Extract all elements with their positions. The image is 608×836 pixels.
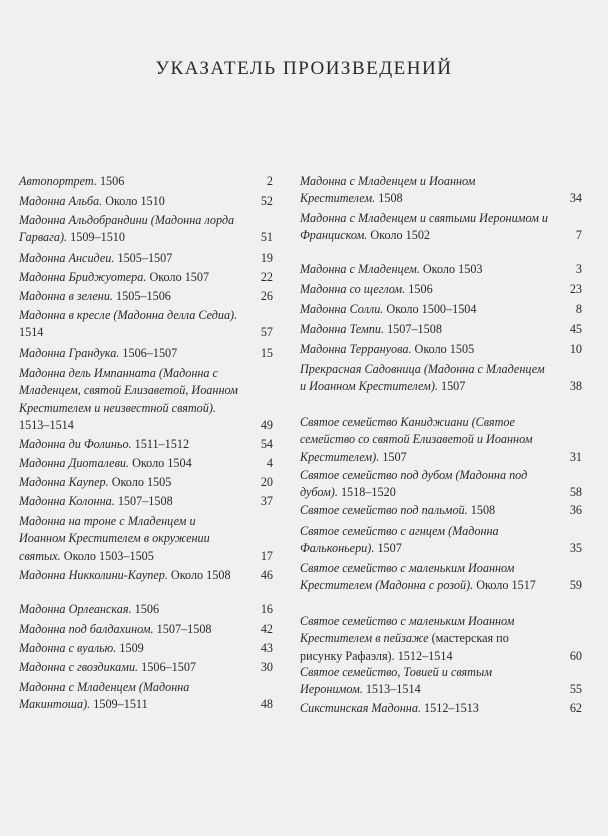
entry-page-number: 49 [260,418,273,433]
index-entry [19,307,273,342]
entry-page-number: 20 [260,475,273,489]
entry-title [300,523,556,558]
index-entry [19,455,273,472]
index-entry [300,560,582,595]
entry-work-name: Святое семейство с агнцем (Мадонна Фальконьери). [300,524,499,556]
entry-date: Около 1503 [419,262,483,276]
entry-work-name: Мадонна Колонна. [19,494,115,508]
index-entry [19,250,273,267]
entry-date: 1509–1510 [67,230,125,245]
entry-work-name: Сикстинская Мадонна. [300,701,421,715]
entry-work-name: Мадонна с Младенцем. [300,262,420,276]
entry-page-number: 34 [569,191,582,206]
entry-work-name: Святое семейство под дубом (Мадонна под дубом). [300,468,528,500]
index-entry [19,212,273,247]
entry-work-name: Святое семейство с маленьким Иоанном Крестителем в пейзаже [300,614,515,646]
index-entry [300,361,582,396]
entry-page-number: 16 [260,602,273,616]
index-entry [19,269,273,286]
entry-title [19,212,245,247]
index-entry [300,502,582,519]
index-entry [300,321,582,338]
entry-work-name: Мадонна со щеглом. [300,282,406,296]
entry-work-name: Мадонна Каупер. [19,475,109,489]
entry-title [300,700,556,717]
entry-title [19,345,245,362]
entry-date: 1507–1508 [153,622,212,636]
index-entry [19,621,273,638]
entry-date: Около 1503–1505 [60,548,154,563]
entry-date: 1508 [375,191,403,206]
entry-title [19,621,245,638]
entry-page-number: 37 [260,494,273,508]
entry-page-number: 4 [266,456,273,470]
entry-work-name: Мадонна с Младенцем и Иоанном Крестителем. [300,174,476,206]
entry-date: 1507 [379,449,407,464]
index-entry [19,173,273,190]
entry-work-name: Мадонна Орлеанская. [19,602,132,616]
entry-work-name: Мадонна в зелени. [19,289,113,303]
entry-work-name: Мадонна с Младенцем (Мадонна Макинтоша). [19,680,190,712]
entry-title [300,281,556,298]
entry-title [19,307,245,342]
entry-title [19,250,245,267]
entry-title [19,659,245,676]
entry-page-number: 42 [260,622,273,636]
entry-title [300,321,556,338]
index-entry [300,210,582,245]
entry-work-name: Автопортрет. [19,174,97,188]
entry-date: 1506 [96,174,125,188]
entry-title [19,640,245,657]
entry-work-name: Святое семейство Каниджиани (Святое семейство со святой Елизаветой и Иоанном Крестителем). [300,415,533,464]
entry-date: 1511–1512 [131,437,190,451]
entry-page-number: 35 [569,541,582,556]
index-entry [19,365,273,435]
entry-page-number: 54 [260,437,273,451]
entry-title [300,341,556,358]
entry-page-number: 45 [569,322,582,336]
entry-work-name: Мадонна Альба. [19,194,103,208]
entry-page-number: 48 [260,697,273,712]
entry-date: 1505–1507 [114,251,173,265]
entry-page-number: 43 [260,641,273,655]
entry-title [300,664,556,699]
entry-page-number: 23 [569,282,582,296]
index-entry [19,474,273,491]
entry-page-number: 10 [569,342,582,356]
entry-date: 1508 [467,503,496,517]
entry-page-number: 15 [260,346,273,360]
entry-page-number: 8 [575,302,582,316]
index-entry [300,301,582,318]
entry-work-name: Мадонна с гвоздиками. [19,660,139,674]
index-entry [300,414,582,466]
entry-title [300,210,556,245]
entry-work-name: Мадонна Солли. [300,302,384,316]
index-entry [19,436,273,453]
index-entry [300,281,582,298]
entry-title [300,560,556,595]
entry-page-number: 62 [569,701,582,715]
entry-work-name: Мадонна Бриджуотера. [19,270,147,284]
entry-date: Около 1504 [129,456,192,470]
entry-date: 1514 [19,325,44,340]
index-entry [19,345,273,362]
entry-work-name: Мадонна под балдахином. [19,622,154,636]
entry-title [300,261,556,278]
entry-date: Около 1505 [108,475,172,489]
entry-page-number: 19 [260,251,273,265]
entry-title [19,269,245,286]
index-entry [19,601,273,618]
index-entry [19,193,273,210]
entry-page-number: 59 [569,578,582,593]
entry-page-number: 3 [575,262,582,276]
entry-title [19,365,245,435]
entry-page-number: 60 [569,648,582,663]
entry-work-name: Мадонна в кресле (Мадонна делла Седиа). [19,308,238,322]
entry-work-name: Прекрасная Садовница (Мадонна с Младенцем и Иоанном Крестителем). [300,362,545,394]
entry-title [19,567,245,584]
entry-work-name: Святое семейство с маленьким Иоанном Крестителем (Мадонна с розой). [300,561,515,593]
entry-title [300,414,556,466]
entry-page-number: 38 [569,379,582,394]
entry-date: 1507–1508 [114,494,173,508]
index-entry [300,467,582,502]
entry-title [19,288,245,305]
entry-work-name: Мадонна ди Фолиньо. [19,437,132,451]
entry-title [300,613,556,665]
entry-page-number: 2 [266,174,273,188]
entry-title [300,173,556,208]
entry-page-number: 46 [260,568,273,582]
index-entry [300,261,582,278]
entry-page-number: 57 [260,325,273,340]
entry-date: Около 1505 [411,342,475,356]
entry-date: (мастерская по рисунку Рафаэля). 1512–1514 [300,631,509,663]
entry-page-number: 51 [260,230,273,245]
entry-page-number: 55 [569,682,582,697]
entry-work-name: Мадонна с вуалью. [19,641,117,655]
page-title: УКАЗАТЕЛЬ ПРОИЗВЕДЕНИЙ [155,58,453,79]
index-entry [19,567,273,584]
entry-date: Около 1502 [367,228,431,243]
entry-date: 1505–1506 [112,289,171,303]
entry-page-number: 17 [260,548,273,563]
entry-page-number: 31 [569,449,582,464]
entry-title [19,493,245,510]
entry-work-name: Мадонна Диоталеви. [19,456,130,470]
entry-page-number: 36 [569,503,582,517]
index-entry [19,513,273,565]
entry-date: Около 1500–1504 [383,302,477,316]
entry-title [300,361,556,396]
entry-date: Около 1507 [146,270,210,284]
entry-work-name: Святое семейство под пальмой. [300,503,468,517]
entry-title [300,467,556,502]
entry-date: Около 1517 [473,578,536,593]
entry-work-name: Мадонна Альдобрандини (Мадонна лорда Гарвага). [19,213,235,245]
entry-title [19,513,245,565]
entry-date: 1513–1514 [362,682,421,697]
entry-date: 1507 [437,379,466,394]
entry-date: 1513–1514 [19,418,74,433]
entry-date: 1506 [131,602,160,616]
entry-date: 1509 [116,641,144,655]
entry-work-name: Мадонна Террануова. [300,342,412,356]
entry-page-number: 22 [260,270,273,284]
entry-date: 1509–1511 [90,697,148,712]
entry-date: 1506 [405,282,433,296]
entry-page-number: 30 [260,660,273,674]
entry-work-name: Мадонна с Младенцем и святыми Иеронимом и Франциском. [300,211,549,243]
entry-date: 1507–1508 [384,322,442,336]
entry-page-number: 7 [575,228,582,243]
entry-date: 1518–1520 [337,485,396,500]
entry-work-name: Святое семейство, Товией и святым Иеронимом. [300,665,492,697]
entry-work-name: Мадонна Темпи. [300,322,385,336]
entry-date: 1512–1513 [421,701,479,715]
entry-work-name: Мадонна Грандука. [19,346,120,360]
entry-title [19,193,245,210]
entry-work-name: Мадонна Ансидеи. [19,251,115,265]
index-entry [19,679,273,714]
entry-date: Около 1510 [102,194,165,208]
entry-title [19,173,245,190]
index-entry [300,664,582,699]
entry-title [19,436,245,453]
entry-date: 1507 [374,541,402,556]
entry-date: Около 1508 [167,568,231,582]
entry-work-name: Мадонна на троне с Младенцем и Иоанном Крестителем в окружении святых. [19,514,210,563]
entry-title [19,679,245,714]
index-entry [300,613,582,665]
entry-title [300,502,556,519]
index-entry [19,493,273,510]
index-entry [300,173,582,208]
index-entry [19,288,273,305]
entry-date: 1506–1507 [119,346,178,360]
entry-title [19,474,245,491]
entry-title [300,301,556,318]
entry-date: 1506–1507 [138,660,196,674]
index-entry [300,523,582,558]
entry-work-name: Мадонна Никколини-Каупер. [19,568,168,582]
entry-title [19,455,245,472]
entry-work-name: Мадонна дель Импанната (Мадонна с Младенцем, святой Елизаветой, Иоанном Крестителем и неизвестной святой). [19,366,238,415]
index-entry [19,659,273,676]
index-entry [300,341,582,358]
index-entry [300,700,582,717]
entry-page-number: 52 [260,194,273,208]
entry-page-number: 58 [569,485,582,500]
entry-title [19,601,245,618]
entry-page-number: 26 [260,289,273,303]
index-entry [19,640,273,657]
